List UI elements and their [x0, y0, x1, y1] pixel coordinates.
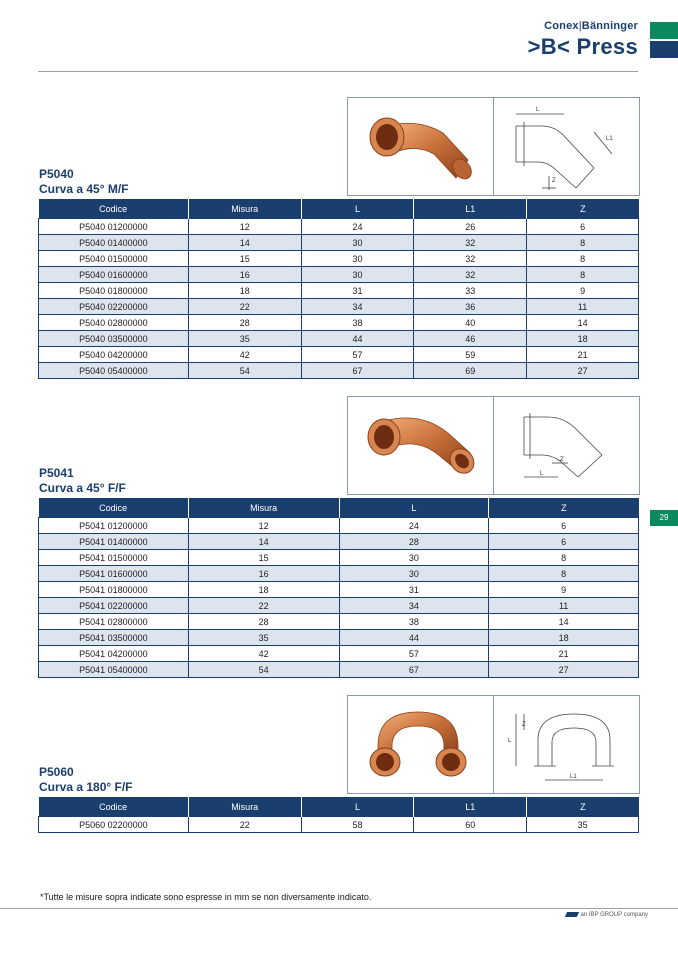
table-cell: P5041 05400000 — [39, 662, 189, 678]
table-cell: 32 — [414, 267, 527, 283]
p5041-technical-drawing — [493, 396, 640, 495]
table-cell: 36 — [414, 299, 527, 315]
table-row — [39, 251, 639, 267]
table-cell: 57 — [339, 646, 489, 662]
p5041-title: Curva a 45° F/F — [39, 481, 126, 495]
table-cell: P5041 01600000 — [39, 566, 189, 582]
p5040-drawing-label-z: Z — [552, 178, 556, 184]
p5060-table — [38, 797, 639, 833]
p5040-table — [38, 199, 639, 379]
table-cell: 14 — [188, 534, 339, 550]
table-cell: 14 — [489, 614, 639, 630]
p5041-photo — [347, 396, 494, 495]
table-cell: 22 — [188, 299, 301, 315]
p5040-drawing-label-l1: L1 — [606, 136, 613, 142]
table-cell: P5040 01200000 — [39, 219, 189, 235]
table-cell: 44 — [301, 331, 414, 347]
table-cell: P5040 01800000 — [39, 283, 189, 299]
table-cell: P5040 03500000 — [39, 331, 189, 347]
table-header-row — [39, 199, 639, 219]
table-row — [39, 646, 639, 662]
brand-company-b: Bänninger — [581, 20, 638, 32]
column-header: L — [339, 498, 489, 518]
p5060-drawing-label-l: L — [508, 738, 512, 744]
column-header: Misura — [188, 199, 301, 219]
table-cell: P5041 02200000 — [39, 598, 189, 614]
table-cell: 28 — [339, 534, 489, 550]
table-cell: 67 — [301, 363, 414, 379]
table-row — [39, 566, 639, 582]
table-cell: 58 — [301, 817, 414, 833]
table-cell: 28 — [188, 614, 339, 630]
brand-company-a: Conex — [544, 20, 579, 32]
p5041-code: P5041 — [39, 466, 74, 480]
table-cell: 54 — [188, 363, 301, 379]
table-cell: 38 — [301, 315, 414, 331]
table-cell: 9 — [489, 582, 639, 598]
table-cell: 27 — [489, 662, 639, 678]
p5040-code: P5040 — [39, 167, 74, 181]
table-cell: 21 — [527, 347, 639, 363]
p5041-table — [38, 498, 639, 678]
column-header: Misura — [188, 797, 301, 817]
table-cell: P5040 01400000 — [39, 235, 189, 251]
table-cell: 26 — [414, 219, 527, 235]
table-cell: 6 — [527, 219, 639, 235]
p5060-code: P5060 — [39, 765, 74, 779]
table-row — [39, 582, 639, 598]
table-cell: P5041 01500000 — [39, 550, 189, 566]
table-cell: 9 — [527, 283, 639, 299]
p5040-photo — [347, 97, 494, 196]
p5041-drawing-label-l: L — [540, 471, 544, 477]
table-cell: 22 — [188, 598, 339, 614]
table-cell: 67 — [339, 662, 489, 678]
table-cell: P5041 01800000 — [39, 582, 189, 598]
table-cell: 8 — [527, 235, 639, 251]
table-cell: 59 — [414, 347, 527, 363]
table-cell: 18 — [188, 582, 339, 598]
table-cell: 30 — [301, 267, 414, 283]
ibp-logo-icon — [564, 912, 578, 917]
table-row — [39, 299, 639, 315]
table-cell: 6 — [489, 518, 639, 534]
table-cell: P5060 02200000 — [39, 817, 189, 833]
table-row — [39, 614, 639, 630]
footnote: *Tutte le misure sopra indicate sono espresse in mm se non diversamente indicato. — [40, 892, 372, 902]
table-cell: P5040 01600000 — [39, 267, 189, 283]
table-row — [39, 283, 639, 299]
table-cell: 33 — [414, 283, 527, 299]
table-cell: 16 — [188, 267, 301, 283]
table-cell: P5041 03500000 — [39, 630, 189, 646]
table-cell: 11 — [489, 598, 639, 614]
table-cell: P5041 01400000 — [39, 534, 189, 550]
table-row — [39, 550, 639, 566]
table-row — [39, 534, 639, 550]
table-cell: 31 — [301, 283, 414, 299]
column-header: L — [301, 797, 414, 817]
table-row — [39, 363, 639, 379]
return-bend-180-photo-icon — [348, 696, 493, 793]
table-row — [39, 518, 639, 534]
p5040-technical-drawing — [493, 97, 640, 196]
table-cell: P5041 02800000 — [39, 614, 189, 630]
table-cell: 18 — [188, 283, 301, 299]
brand-company — [528, 20, 638, 32]
elbow-45-mf-drawing-icon — [494, 98, 639, 195]
table-cell: 42 — [188, 347, 301, 363]
column-header: Z — [527, 797, 639, 817]
table-row — [39, 219, 639, 235]
table-cell: P5041 04200000 — [39, 646, 189, 662]
table-header-row — [39, 498, 639, 518]
table-cell: 40 — [414, 315, 527, 331]
table-cell: 27 — [527, 363, 639, 379]
table-cell: P5040 01500000 — [39, 251, 189, 267]
column-header: Codice — [39, 199, 189, 219]
table-cell: 57 — [301, 347, 414, 363]
column-header: L — [301, 199, 414, 219]
column-header: L1 — [414, 797, 527, 817]
ibp-group-footer — [566, 912, 648, 918]
table-cell: 35 — [527, 817, 639, 833]
table-row — [39, 235, 639, 251]
brand-swatch-green — [650, 22, 678, 39]
table-cell: 8 — [489, 550, 639, 566]
p5041-drawing-label-z: Z — [560, 457, 564, 463]
p5040-title: Curva a 45° M/F — [39, 182, 129, 196]
p5040-drawing-label-l: L — [536, 107, 540, 113]
table-cell: 42 — [188, 646, 339, 662]
table-cell: 21 — [489, 646, 639, 662]
table-cell: 24 — [339, 518, 489, 534]
table-cell: 8 — [527, 267, 639, 283]
table-cell: 32 — [414, 235, 527, 251]
column-header: Misura — [188, 498, 339, 518]
table-cell: 16 — [188, 566, 339, 582]
table-cell: 6 — [489, 534, 639, 550]
brand-product-line: >B< Press — [527, 34, 638, 59]
table-cell: 15 — [188, 550, 339, 566]
table-cell: 35 — [188, 331, 301, 347]
table-cell: 46 — [414, 331, 527, 347]
p5060-photo — [347, 695, 494, 794]
table-cell: 30 — [339, 566, 489, 582]
table-cell: 14 — [188, 235, 301, 251]
table-row — [39, 662, 639, 678]
table-cell: 34 — [339, 598, 489, 614]
header-divider — [38, 71, 638, 72]
table-cell: 32 — [414, 251, 527, 267]
column-header: Codice — [39, 797, 189, 817]
table-cell: 30 — [339, 550, 489, 566]
table-cell: 8 — [489, 566, 639, 582]
ibp-group-text: an IBP GROUP company — [580, 912, 648, 919]
brand-swatch-navy — [650, 41, 678, 58]
table-cell: 31 — [339, 582, 489, 598]
table-cell: P5040 02800000 — [39, 315, 189, 331]
table-cell: 60 — [414, 817, 527, 833]
footer-divider — [0, 908, 678, 909]
column-header: L1 — [414, 199, 527, 219]
table-cell: P5040 04200000 — [39, 347, 189, 363]
page-number-tab: 29 — [650, 510, 678, 526]
elbow-45-mf-photo-icon — [348, 98, 493, 195]
table-cell: 30 — [301, 235, 414, 251]
column-header: Z — [527, 199, 639, 219]
table-cell: 12 — [188, 518, 339, 534]
table-cell: 28 — [188, 315, 301, 331]
table-cell: P5040 02200000 — [39, 299, 189, 315]
table-cell: 44 — [339, 630, 489, 646]
brand-separator: | — [578, 20, 582, 32]
p5060-drawing-label-l1: L1 — [570, 774, 577, 780]
table-header-row — [39, 797, 639, 817]
table-row — [39, 267, 639, 283]
p5060-title: Curva a 180° F/F — [39, 780, 133, 794]
table-cell: 24 — [301, 219, 414, 235]
table-cell: 22 — [188, 817, 301, 833]
table-cell: 69 — [414, 363, 527, 379]
table-row — [39, 598, 639, 614]
table-cell: P5040 05400000 — [39, 363, 189, 379]
table-cell: 54 — [188, 662, 339, 678]
return-bend-180-drawing-icon — [494, 696, 639, 793]
table-cell: 11 — [527, 299, 639, 315]
table-cell: 30 — [301, 251, 414, 267]
p5060-technical-drawing — [493, 695, 640, 794]
brand-logo — [528, 20, 638, 60]
table-row — [39, 315, 639, 331]
table-cell: 15 — [188, 251, 301, 267]
column-header: Codice — [39, 498, 189, 518]
table-cell: 34 — [301, 299, 414, 315]
table-row — [39, 630, 639, 646]
elbow-45-ff-photo-icon — [348, 397, 493, 494]
p5060-drawing-label-z: Z — [522, 722, 526, 728]
elbow-45-ff-drawing-icon — [494, 397, 639, 494]
table-cell: 18 — [527, 331, 639, 347]
table-cell: P5041 01200000 — [39, 518, 189, 534]
table-row — [39, 331, 639, 347]
column-header: Z — [489, 498, 639, 518]
table-row — [39, 347, 639, 363]
table-cell: 18 — [489, 630, 639, 646]
table-row — [39, 817, 639, 833]
table-cell: 14 — [527, 315, 639, 331]
table-cell: 38 — [339, 614, 489, 630]
table-cell: 12 — [188, 219, 301, 235]
table-cell: 35 — [188, 630, 339, 646]
table-cell: 8 — [527, 251, 639, 267]
